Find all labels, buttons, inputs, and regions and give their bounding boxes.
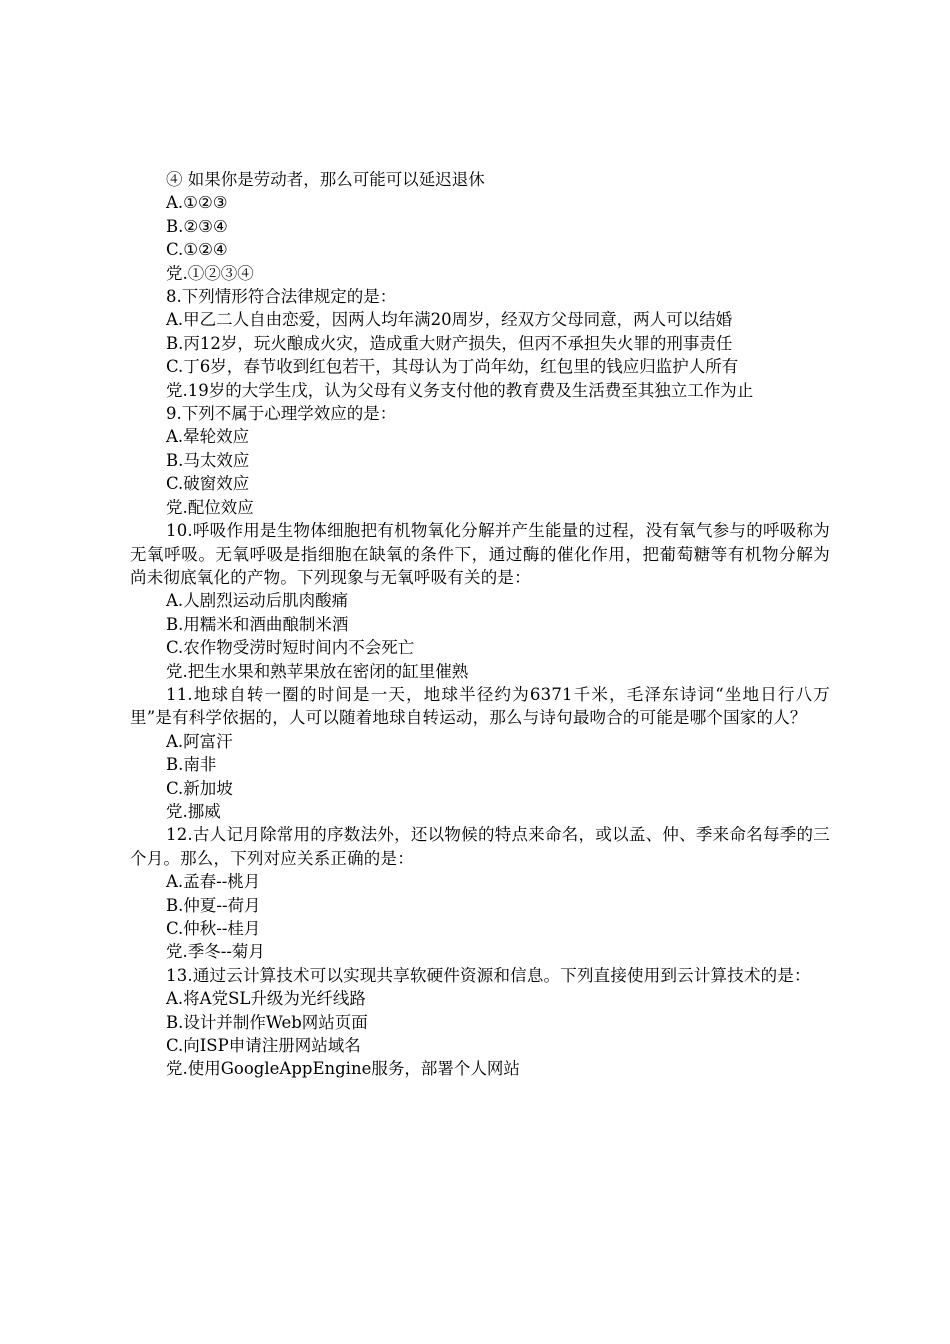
q13-option-c: C.向ISP申请注册网站域名 xyxy=(166,1036,361,1056)
q9-option-b: B.马太效应 xyxy=(166,450,250,470)
q8-stem: 8.下列情形符合法律规定的是： xyxy=(166,287,397,307)
q12-option-c: C.仲秋--桂月 xyxy=(166,919,261,938)
q10-option-d: 党.把生水果和熟苹果放在密闭的缸里催熟 xyxy=(166,661,469,681)
q13-option-a: A.将A党SL升级为光纤线路 xyxy=(166,989,366,1009)
q7-option-b: B.②③④ xyxy=(166,216,228,236)
q11-option-c: C.新加坡 xyxy=(166,778,233,798)
q7-item-4: ④ 如果你是劳动者，那么可能可以延迟退休 xyxy=(166,170,485,189)
q12-option-d: 党.季冬--菊月 xyxy=(166,942,265,962)
q8-option-d: 党.19岁的大学生戊，认为父母有义务支付他的教育费及生活费至其独立工作为止 xyxy=(166,380,754,400)
document-page xyxy=(130,168,830,1081)
q10-option-b: B.用糯米和酒曲酿制米酒 xyxy=(166,614,349,634)
q13-option-d: 党.使用GoogleAppEngine服务，部署个人网站 xyxy=(166,1059,520,1079)
q10-stem: 10.呼吸作用是生物体细胞把有机物氧化分解并产生能量的过程，没有氧气参与的呼吸称为无氧呼吸。无氧呼吸是指细胞在缺氧的条件下，通过酶的催化作用，把葡萄糖等有机物分解为尚未彻底氧化的产物。下列现象与无氧呼吸有关的是： xyxy=(130,521,830,587)
q12-option-b: B.仲夏--荷月 xyxy=(166,895,261,915)
q9-option-a: A.晕轮效应 xyxy=(166,427,250,447)
q7-option-c: C.①②④ xyxy=(166,240,228,260)
q8-option-b: B.丙12岁，玩火酿成火灾，造成重大财产损失，但丙不承担失火罪的刑事责任 xyxy=(166,333,733,353)
q9-option-c: C.破窗效应 xyxy=(166,474,250,494)
q8-option-a: A.甲乙二人自由恋爱，因两人均年满20周岁，经双方父母同意，两人可以结婚 xyxy=(166,310,733,330)
q9-stem: 9.下列不属于心理学效应的是： xyxy=(166,404,397,424)
q12-stem: 12.古人记月除常用的序数法外，还以物候的特点来命名，或以孟、仲、季来命名每季的三个月。那么，下列对应关系正确的是： xyxy=(130,825,830,868)
q7-option-d: 党.①②③④ xyxy=(166,263,254,283)
q7-option-a: A.①②③ xyxy=(166,193,228,213)
q9-option-d: 党.配位效应 xyxy=(166,497,254,517)
q8-option-c: C.丁6岁，春节收到红包若干，其母认为丁尚年幼，红包里的钱应归监护人所有 xyxy=(166,357,739,377)
q11-option-d: 党.挪威 xyxy=(166,801,221,821)
q13-stem: 13.通过云计算技术可以实现共享软硬件资源和信息。下列直接使用到云计算技术的是： xyxy=(166,965,811,985)
q13-option-b: B.设计并制作Web网站页面 xyxy=(166,1012,368,1032)
q11-stem: 11.地球自转一圈的时间是一天，地球半径约为6371千米，毛泽东诗词“坐地日行八万里”是有科学依据的，人可以随着地球自转运动，那么与诗句最吻合的可能是哪个国家的人？ xyxy=(130,684,830,728)
q12-option-a: A.孟春--桃月 xyxy=(166,872,261,892)
q10-option-c: C.农作物受涝时短时间内不会死亡 xyxy=(166,638,415,658)
q10-option-a: A.人剧烈运动后肌肉酸痛 xyxy=(166,591,349,611)
q11-option-b: B.南非 xyxy=(166,755,217,775)
q11-option-a: A.阿富汗 xyxy=(166,731,233,751)
